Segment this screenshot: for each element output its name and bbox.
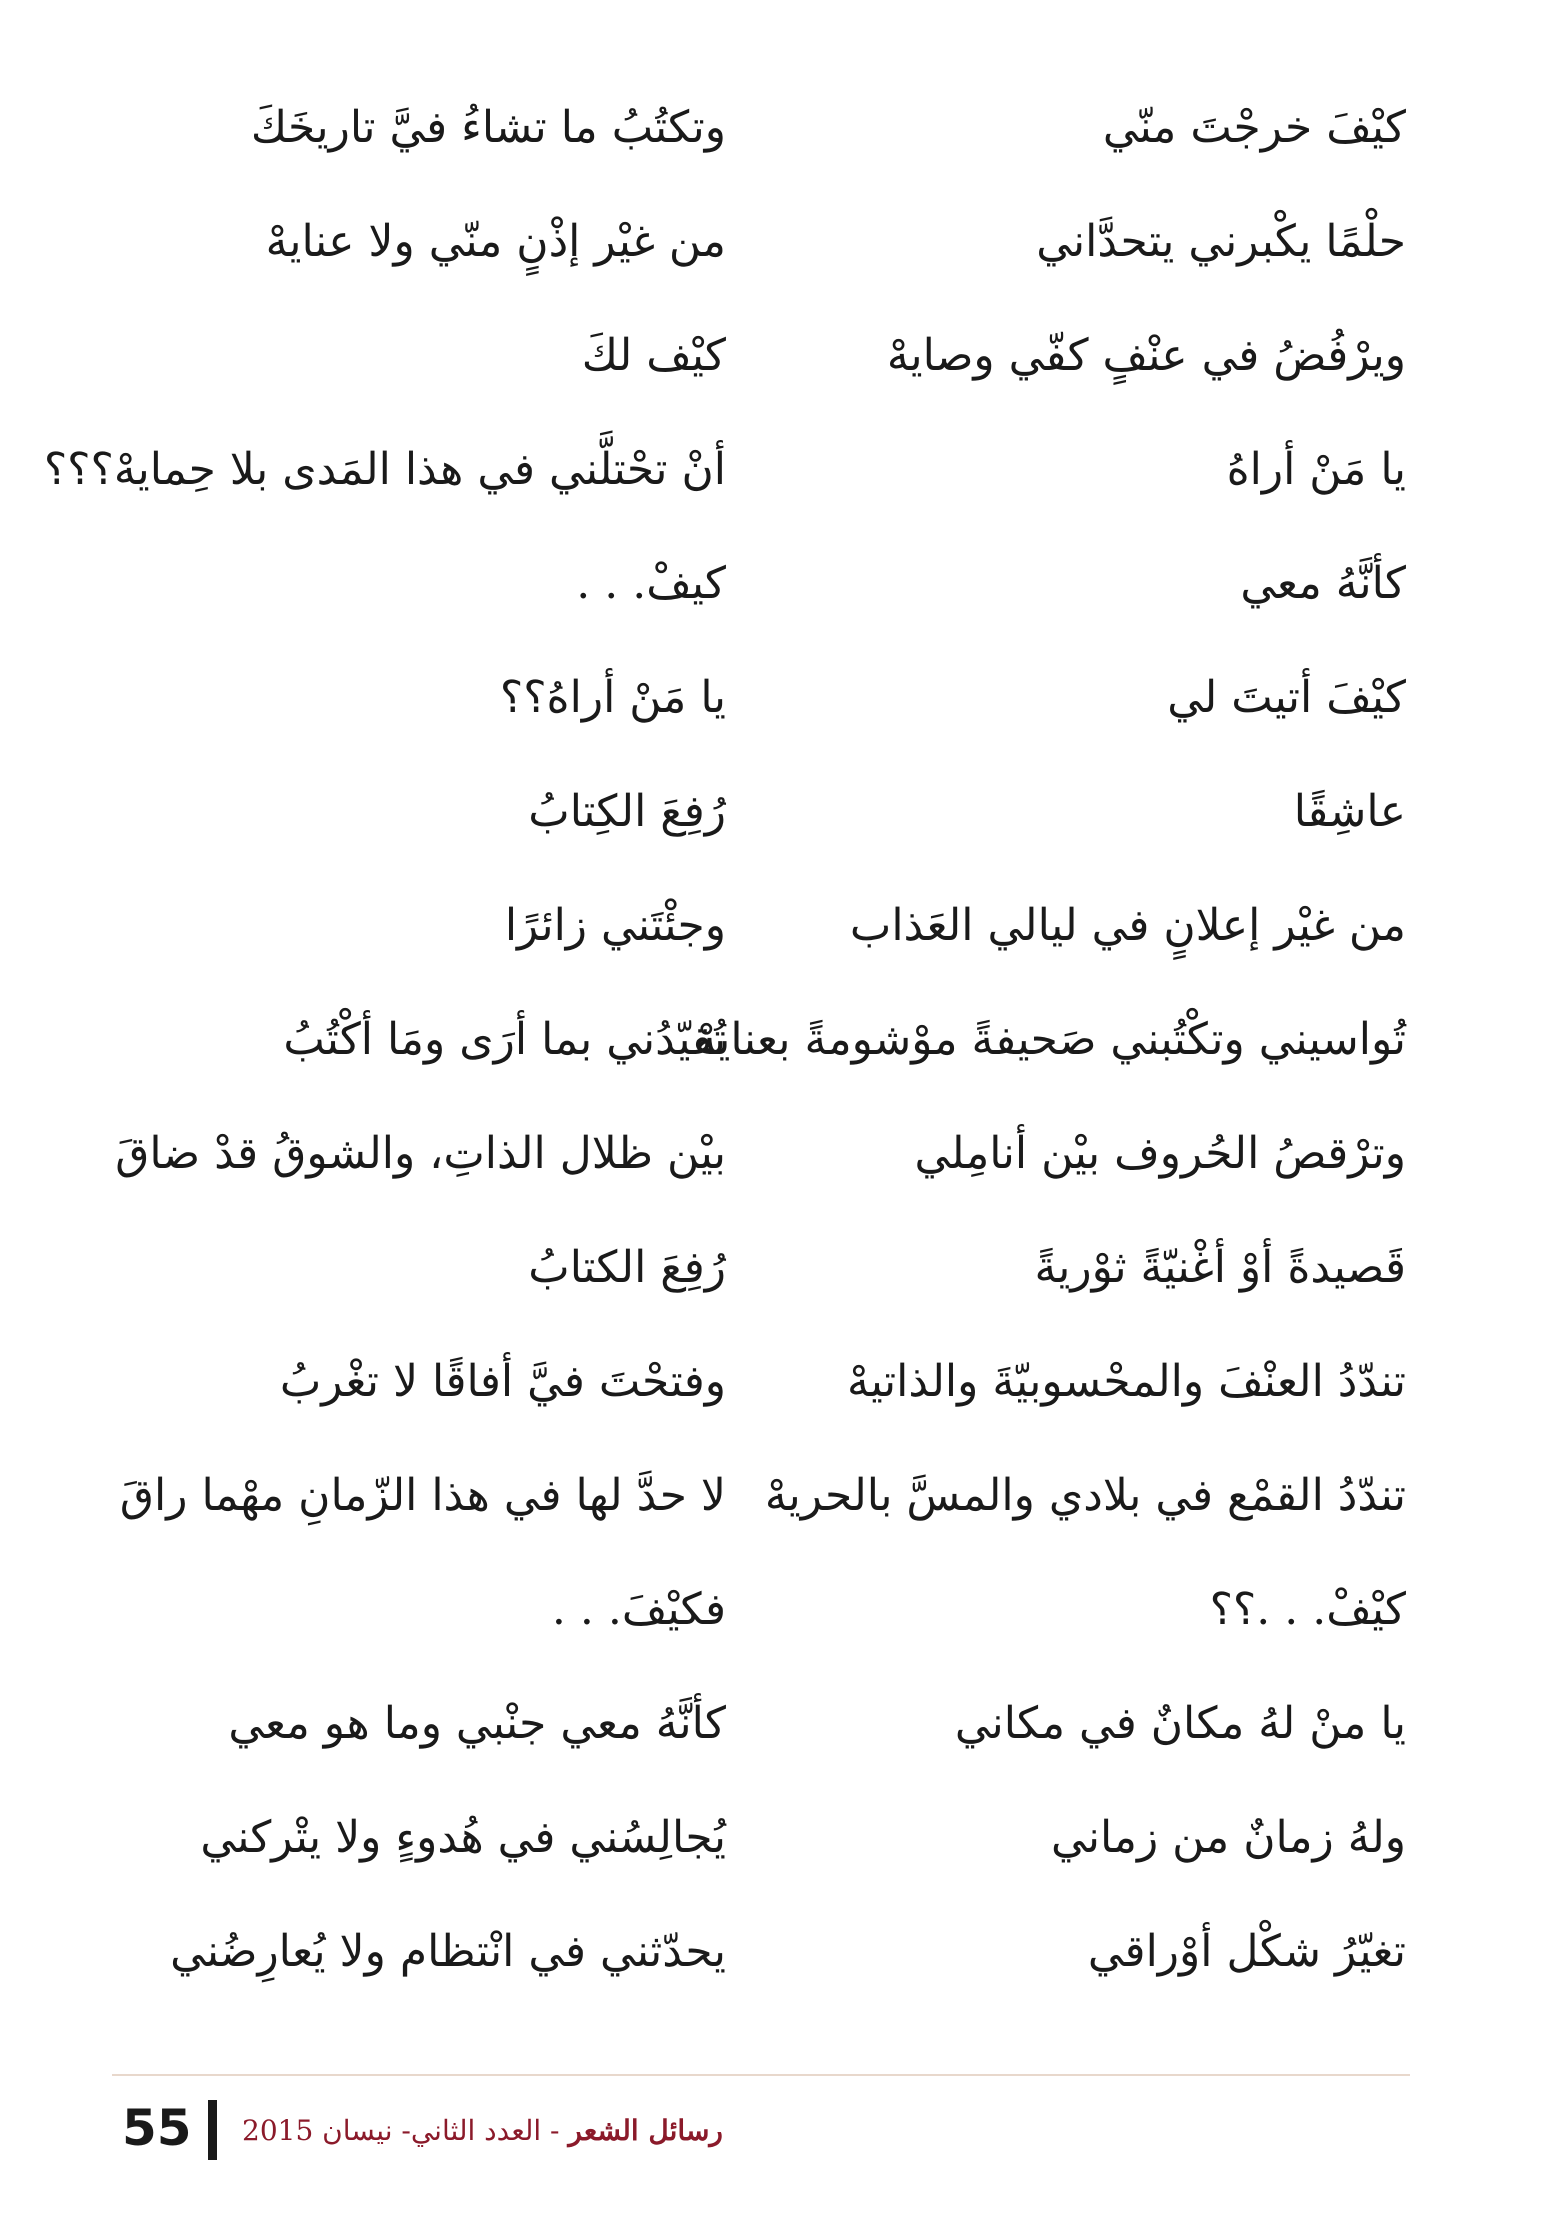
verse-left: بيْن ظلال الذاتِ، والشوقُ قدْ ضاقَ — [115, 1128, 726, 1179]
verse-right: كيْفَ أتيتَ لي — [1167, 672, 1406, 723]
poem-row — [0, 1000, 1566, 1080]
verse-right: قَصيدةً أوْ أغْنيّةً ثوْريةً — [1034, 1242, 1406, 1293]
verse-right: كيْفْ. . .؟؟ — [1209, 1584, 1406, 1635]
poem-row — [0, 1114, 1566, 1194]
poem-row — [0, 1684, 1566, 1764]
verse-left: وجئْتَني زائرًا — [504, 900, 726, 951]
verse-right: تغيّرُ شكْل أوْراقي — [1087, 1926, 1406, 1977]
verse-left: رُفِعَ الكتابُ — [528, 1242, 726, 1293]
poem-row — [0, 772, 1566, 852]
verse-left: رُفِعَ الكِتابُ — [528, 786, 726, 837]
page-number: 55 — [122, 2099, 192, 2157]
verse-left: تُقيّدُني بما أرَى ومَا أكْتُبُ — [283, 1014, 726, 1065]
poem-row — [0, 544, 1566, 624]
footer-divider — [112, 2074, 1410, 2076]
poem-row — [0, 886, 1566, 966]
verse-left: وتكتُبُ ما تشاءُ فيَّ تاريخَكَ — [250, 102, 726, 153]
poem-row — [0, 316, 1566, 396]
verse-right: ويرْفُضُ في عنْفٍ كفّي وصايهْ — [886, 330, 1406, 381]
verse-left: من غيْر إذْنٍ منّي ولا عنايهْ — [265, 216, 726, 267]
poem-row — [0, 658, 1566, 738]
verse-right: عاشِقًا — [1293, 786, 1406, 837]
verse-left: كأنَّهُ معي جنْبي وما هو معي — [228, 1698, 726, 1749]
verse-left: يا مَنْ أراهُ؟؟ — [499, 672, 726, 723]
verse-left: كيفْ. . . — [576, 558, 726, 609]
poem-body — [0, 88, 1566, 2028]
verse-left: فكيْفَ. . . — [551, 1584, 726, 1635]
verse-right: حلْمًا يكْبرني يتحدَّاني — [1036, 216, 1406, 267]
poem-row — [0, 1912, 1566, 1992]
page-footer — [112, 2092, 1012, 2172]
verse-right: كأنَّهُ معي — [1240, 558, 1406, 609]
verse-right: تندّدُ القمْع في بلادي والمسَّ بالحريهْ — [764, 1470, 1406, 1521]
verse-right: كيْفَ خرجْتَ منّي — [1102, 102, 1406, 153]
poem-row — [0, 1798, 1566, 1878]
poem-row — [0, 1456, 1566, 1536]
verse-right: ولهُ زمانٌ من زماني — [1051, 1812, 1406, 1863]
poem-row — [0, 88, 1566, 168]
magazine-name: رسائل الشعر — [568, 2114, 723, 2147]
poem-row — [0, 1570, 1566, 1650]
footer-publication — [242, 2106, 723, 2156]
poem-row — [0, 430, 1566, 510]
verse-right: يا مَنْ أراهُ — [1226, 444, 1406, 495]
verse-right: تندّدُ العنْفَ والمحْسوبيّةَ والذاتيهْ — [847, 1356, 1406, 1407]
verse-right: تُواسيني وتكْتُبني صَحيفةً موْشومةً بعنايهْ — [694, 1014, 1406, 1065]
poem-row — [0, 1342, 1566, 1422]
verse-left: يُجالِسُني في هُدوءٍ ولا يتْركني — [200, 1812, 726, 1863]
verse-left: يحدّثني في انْتظام ولا يُعارِضُني — [170, 1926, 726, 1977]
poem-row — [0, 1228, 1566, 1308]
footer-separator-bar — [208, 2100, 217, 2160]
verse-left: وفتحْتَ فيَّ أفاقًا لا تغْربُ — [279, 1356, 726, 1407]
issue-info: - العدد الثاني- نيسان 2015 — [242, 2114, 560, 2147]
verse-right: من غيْر إعلانٍ في ليالي العَذاب — [849, 900, 1406, 951]
poem-row — [0, 202, 1566, 282]
verse-left: أنْ تحْتلَّني في هذا المَدى بلا حِمايهْ؟؟؟ — [43, 444, 726, 495]
verse-right: وترْقصُ الحُروف بيْن أنامِلي — [914, 1128, 1406, 1179]
verse-left: كيْف لكَ — [581, 330, 726, 381]
verse-left: لا حدَّ لها في هذا الزّمانِ مهْما راقَ — [119, 1470, 726, 1521]
verse-right: يا منْ لهُ مكانٌ في مكاني — [954, 1698, 1406, 1749]
